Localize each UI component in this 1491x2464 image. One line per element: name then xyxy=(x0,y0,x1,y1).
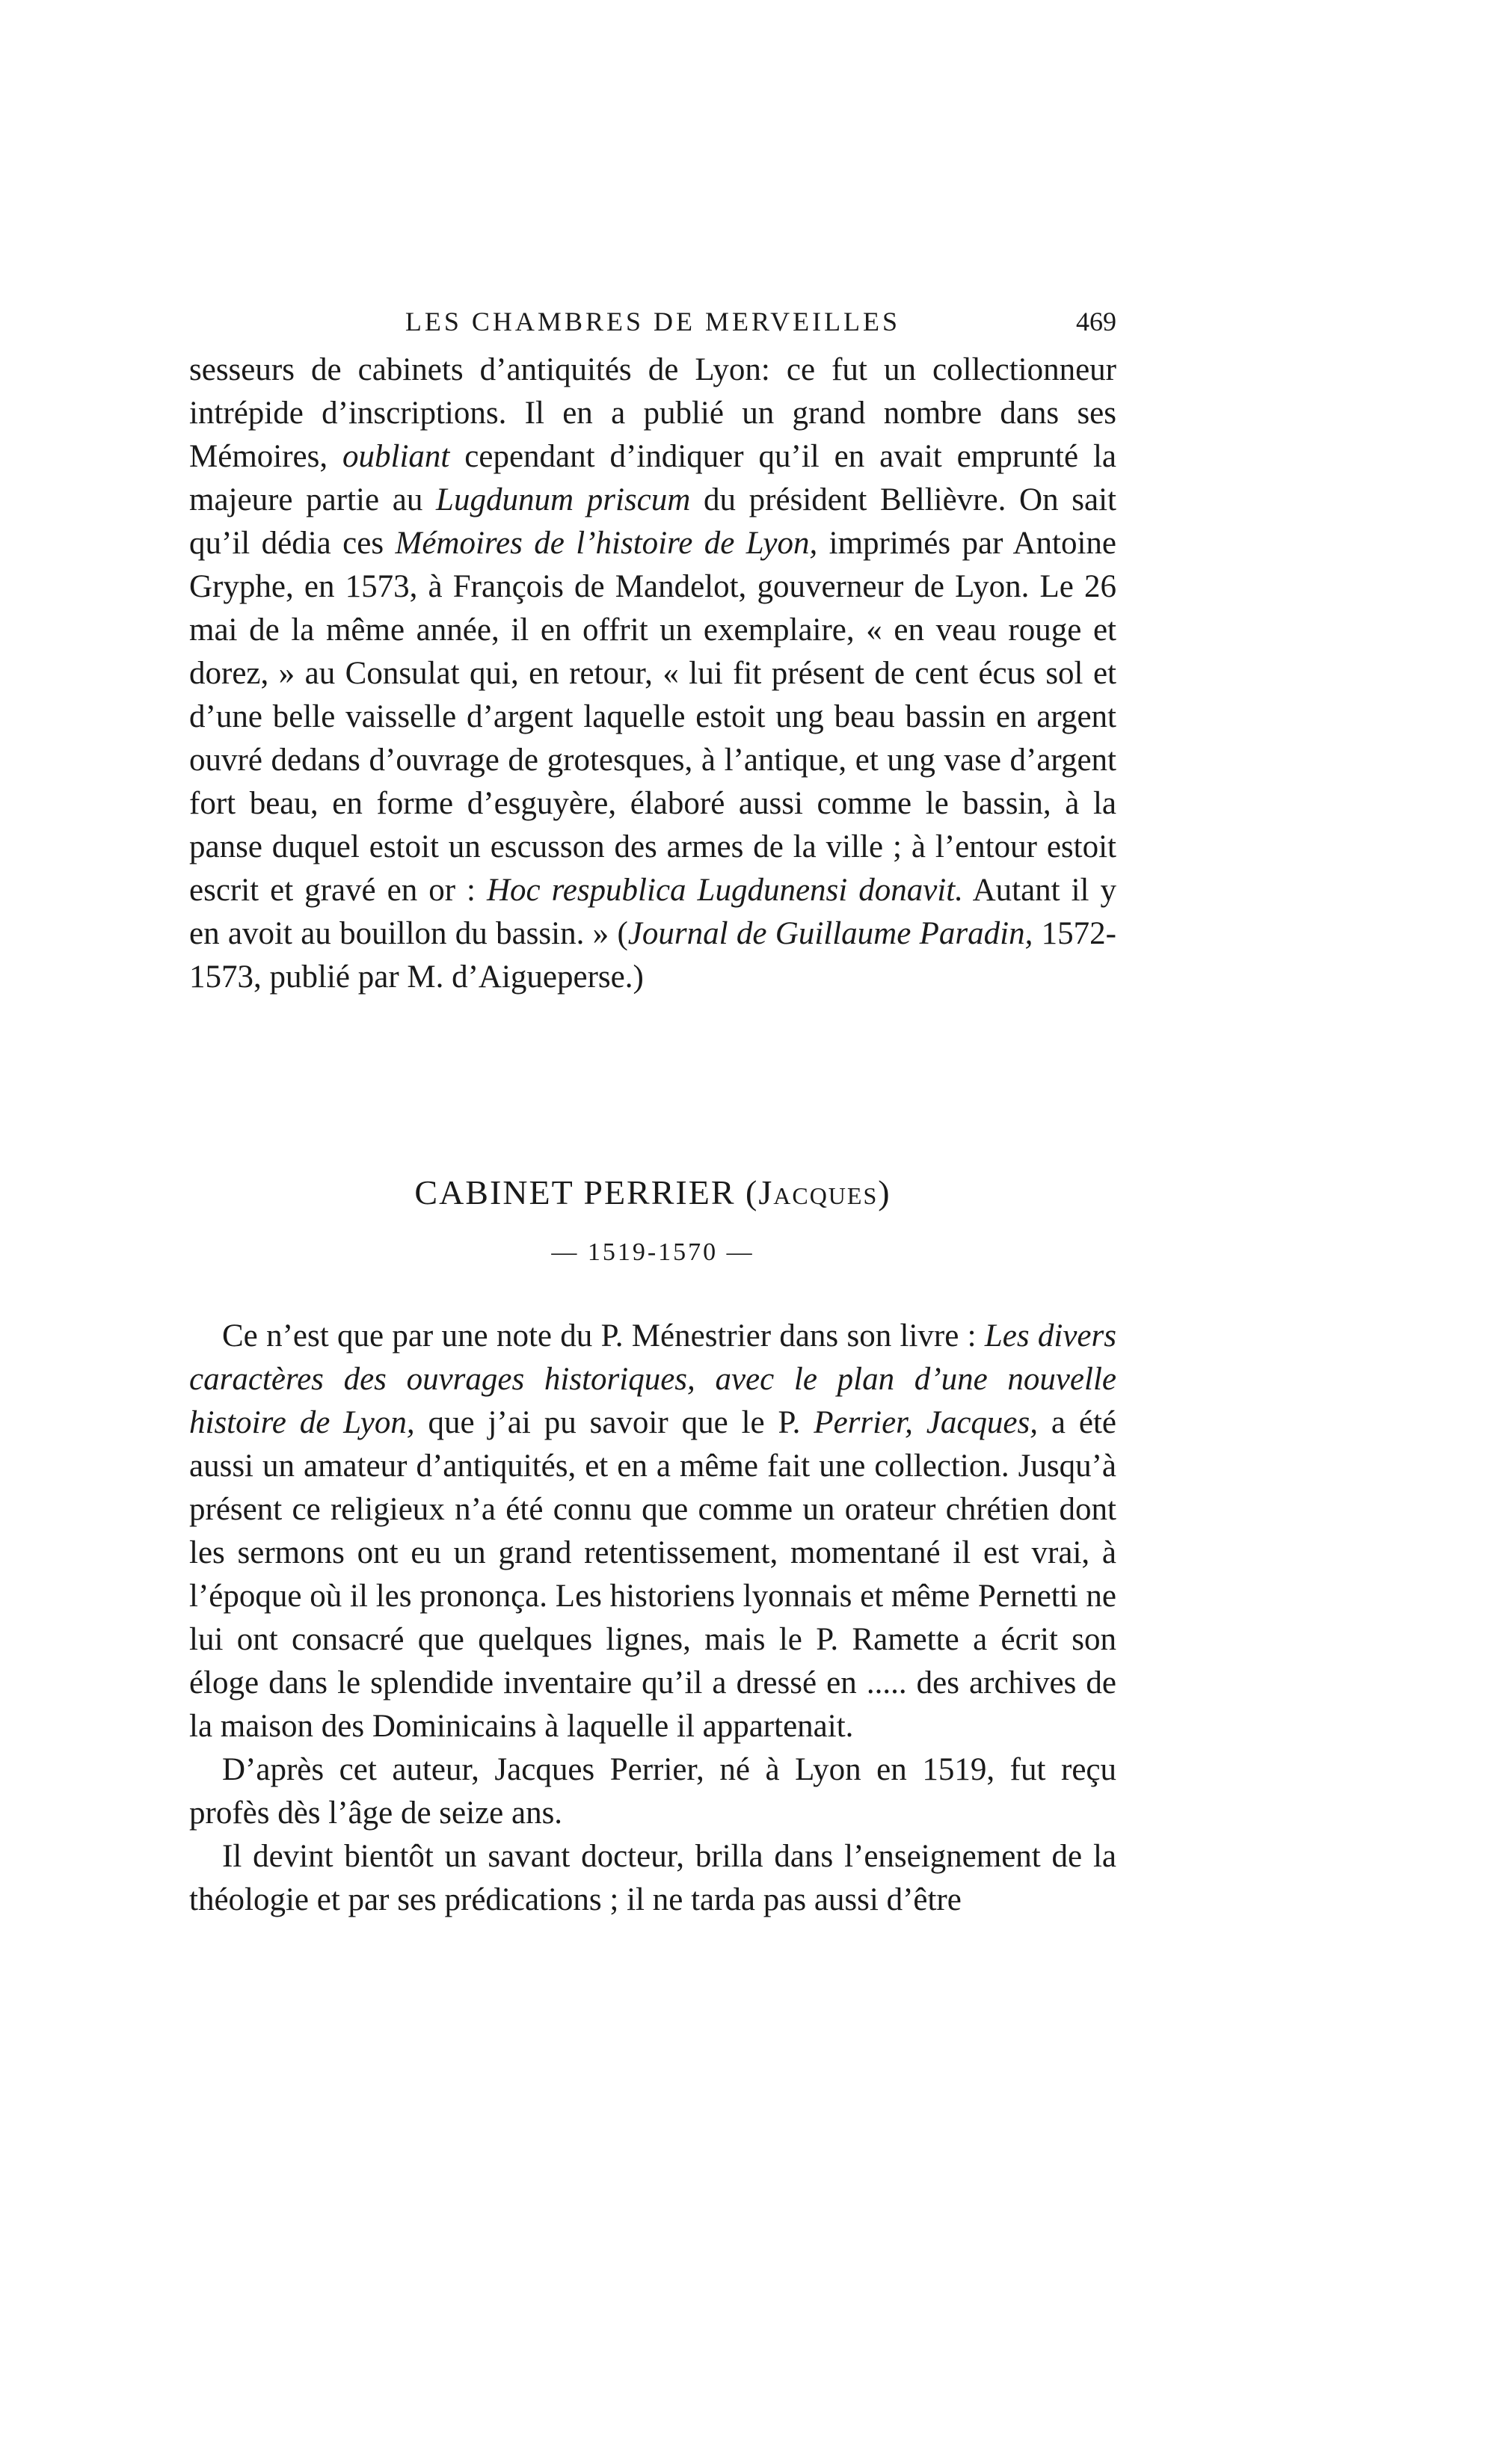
italic-run: oubliant xyxy=(342,439,450,474)
section-dates: — 1519-1570 — xyxy=(551,1238,754,1266)
running-head xyxy=(189,299,1116,344)
italic-run: Mémoires de l’histoire de Lyon, xyxy=(395,526,818,561)
text-run: Ce n’est que par une note du P. Ménestrier dans son livre : xyxy=(222,1318,985,1354)
section-title xyxy=(189,1170,1116,1215)
paragraph-1 xyxy=(189,1315,1116,1748)
italic-run: Perrier, Jacques, xyxy=(814,1405,1039,1440)
italic-run: Hoc respublica Lugdunensi donavit. xyxy=(486,873,963,908)
section-title-main: CABINET PERRIER ( xyxy=(414,1173,759,1211)
paragraph-3: Il devint bientôt un savant docteur, brilla dans l’enseignement de la théologie et par ses prédications ; il ne tarda pas aussi d’être xyxy=(189,1839,1116,1917)
text-run: 1572-1573, publié par M. d’Aigueperse.) xyxy=(189,916,1116,995)
page-number: 469 xyxy=(1076,307,1116,337)
running-title: LES CHAMBRES DE MERVEILLES xyxy=(405,307,901,337)
text-run: que j’ai pu savoir que le P. xyxy=(414,1405,814,1440)
text-run: cependant d’indiquer qu’il en avait emprunté la majeure partie au xyxy=(189,439,1116,517)
paragraph-2: D’après cet auteur, Jacques Perrier, né à Lyon en 1519, fut reçu profès dès l’âge de seize ans. xyxy=(189,1752,1116,1831)
italic-run: Journal de Guillaume Paradin, xyxy=(627,916,1033,951)
italic-run: Les divers caractères des ouvrages historiques, avec le plan d’une nouvelle histoire de Lyon, xyxy=(189,1318,1116,1440)
section-body xyxy=(189,1315,1116,1922)
continuation-paragraph xyxy=(189,348,1116,999)
text-run: imprimés par Antoine Gryphe, en 1573, à François de Mandelot, gouverneur de Lyon. Le 26 mai de la même année, il en offrit un exemplaire, « en veau rouge et dorez, » au Consulat qui, en retour, « lui fit présent de cent écus sol et d’une belle vaisselle d’argent laquelle estoit ung beau bassin en argent ouvré dedans d’ouvrage de grotesques, à l’antique, et ung vase d’argent fort beau, en forme d’esguyère, élaboré aussi comme le bassin, à la panse duquel estoit un escusson des armes de la ville ; à l’entour estoit escrit et gravé en or : xyxy=(189,526,1116,908)
section-title-name: Jacques xyxy=(758,1173,879,1211)
text-run: du président Bellièvre. On sait qu’il dédia ces xyxy=(189,482,1117,561)
section-title-close: ) xyxy=(878,1173,891,1211)
text-run: sesseurs de cabinets d’antiquités de Lyon: ce fut un collectionneur intrépide d’inscriptions. Il en a publié un grand nombre dans ses Mémoires, xyxy=(189,352,1116,474)
text-run: a été aussi un amateur d’antiquités, et en a même fait une collection. Jusqu’à présent ce religieux n’a été connu que comme un orateur chrétien dont les sermons ont eu un grand retentissement, momentané il est vrai, à l’époque où il les prononça. Les historiens lyonnais et même Pernetti ne lui ont consacré que quelques lignes, mais le P. Ramette a écrit son éloge dans le splendide inventaire qu’il a dressé en ..... des archives de la maison des Dominicains à laquelle il appartenait. xyxy=(189,1405,1117,1744)
italic-run: Lugdunum priscum xyxy=(436,482,691,517)
text-run: Autant il y en avoit au bouillon du bassin. » ( xyxy=(189,873,1116,951)
